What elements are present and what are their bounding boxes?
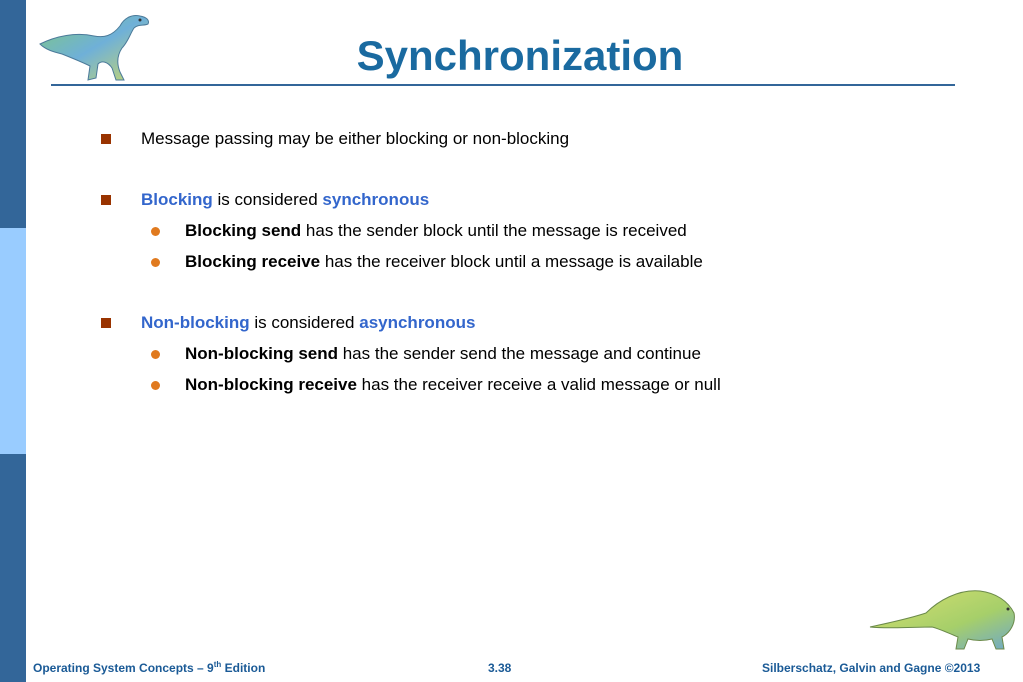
footer-authors: Silberschatz, Galvin and Gagne ©2013: [762, 661, 981, 675]
square-bullet-icon: [101, 318, 111, 328]
bullet-non-blocking-receive: Non-blocking receive has the receiver receive a valid message or null: [185, 375, 721, 394]
term-synchronous: synchronous: [322, 190, 430, 209]
bullet-message-passing: Message passing may be either blocking or non-blocking: [141, 129, 570, 148]
bullet-non-blocking: Non-blocking is considered asynchronous: [141, 313, 476, 332]
term-asynchronous: asynchronous: [359, 313, 476, 332]
bullet-non-blocking-send: Non-blocking send has the sender send the message and continue: [185, 344, 701, 363]
round-bullet-icon: [151, 258, 160, 267]
term-blocking: Blocking: [141, 190, 213, 209]
round-bullet-icon: [151, 227, 160, 236]
square-bullet-icon: [101, 195, 111, 205]
bullet-blocking-send: Blocking send has the sender block until the message is received: [185, 221, 687, 240]
footer-page-number: 3.38: [488, 661, 512, 675]
dinosaur-icon: [868, 583, 1018, 653]
bullet-blocking-receive: Blocking receive has the receiver block until a message is available: [185, 252, 703, 271]
footer-book-title: Operating System Concepts – 9th Edition: [33, 660, 266, 675]
round-bullet-icon: [151, 350, 160, 359]
bullet-blocking: Blocking is considered synchronous: [141, 190, 430, 209]
square-bullet-icon: [101, 134, 111, 144]
round-bullet-icon: [151, 381, 160, 390]
term-non-blocking: Non-blocking: [141, 313, 250, 332]
slide-title: Synchronization: [356, 32, 684, 79]
